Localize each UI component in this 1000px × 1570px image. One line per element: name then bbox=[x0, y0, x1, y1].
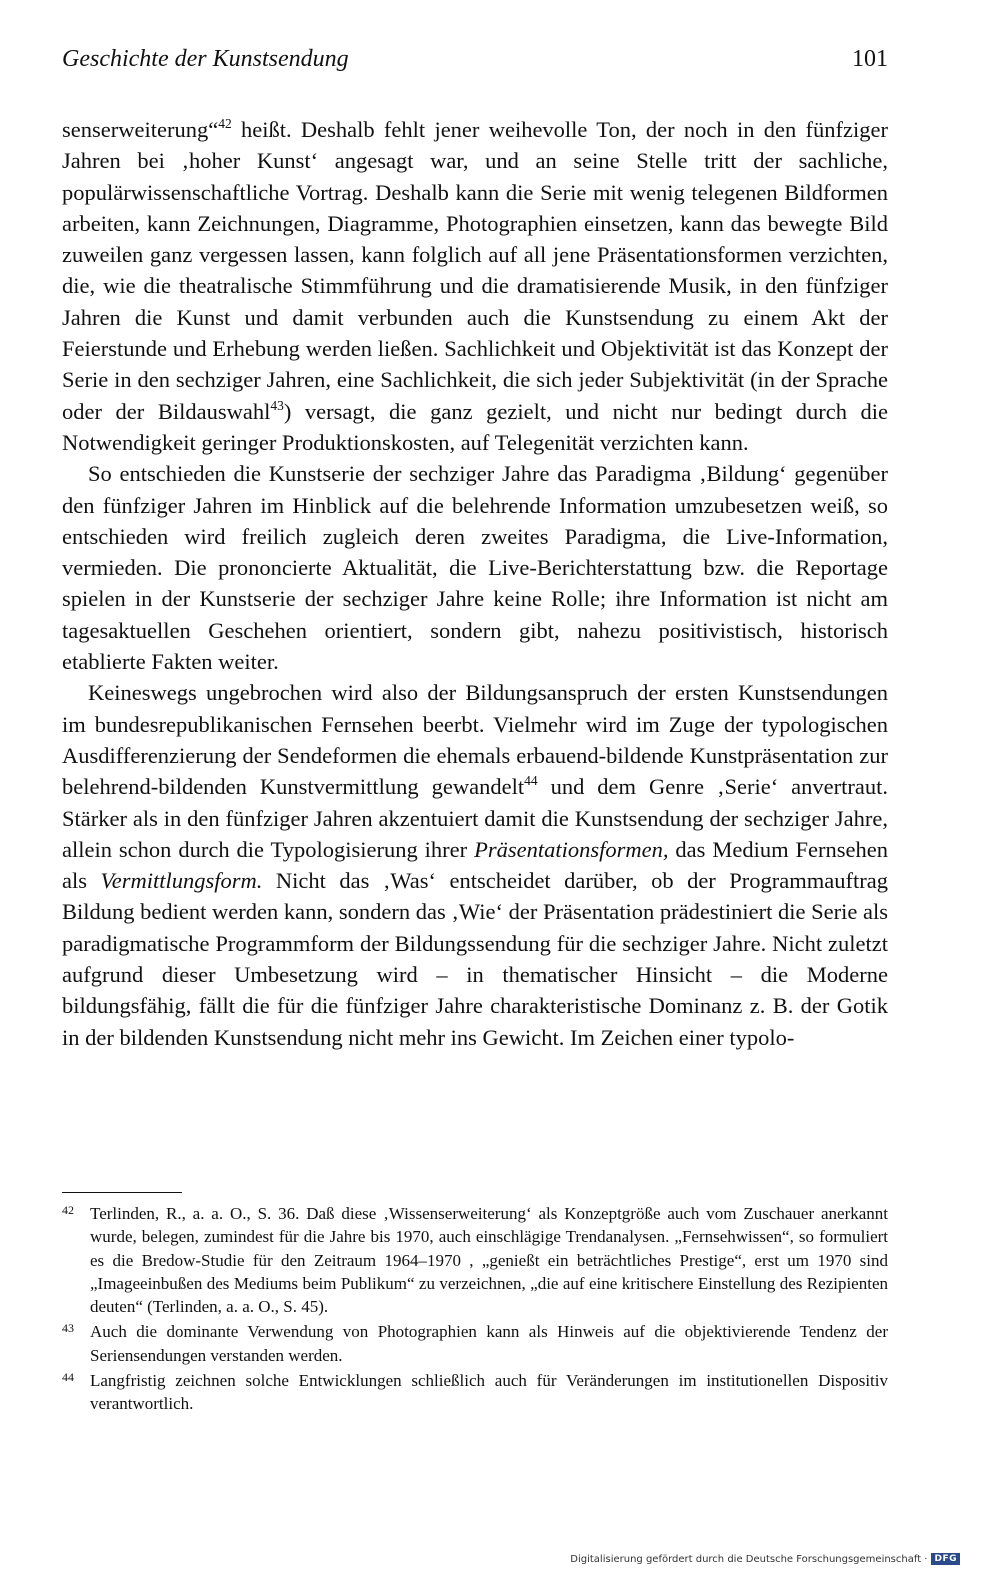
footnote-44 bbox=[62, 1369, 888, 1416]
paragraph-1-text-c: ) versagt, die ganz gezielt, und nicht nur bedingt durch die Notwendigkeit geringer Produktionskosten, auf Telegenität verzichten kann. bbox=[62, 398, 889, 455]
footnote-text: Langfristig zeichnen solche Entwicklungen schließlich auch für Veränderungen im institutionellen Dispositiv verantwortlich. bbox=[90, 1371, 888, 1414]
footnote-ref-44[interactable]: 44 bbox=[524, 773, 538, 789]
emphasis-vermittlungsform: Vermittlungsform. bbox=[100, 868, 263, 894]
footnote-43 bbox=[62, 1320, 888, 1367]
footnote-divider bbox=[62, 1192, 182, 1193]
footnote-mark: 42 bbox=[62, 1203, 74, 1217]
page-number: 101 bbox=[852, 46, 888, 72]
dfg-logo: DFG bbox=[931, 1553, 960, 1565]
paragraph-3 bbox=[62, 677, 888, 1053]
paragraph-2: So entschieden die Kunstserie der sechziger Jahre das Paradigma ‚Bildung‘ gegenüber den fünfziger Jahren im Hinblick auf die belehrende Information umzubesetzen weiß, so entschieden wird freilich zugleich deren zweites Paradigma, die Live-Information, vermieden. Die prononcierte Aktualität, die Live-Berichterstattung bzw. die Reportage spielen in der Kunstserie der sechziger Jahre keine Rolle; ihre Information ist nicht am tagesaktuellen Geschehen orientiert, sondern gibt, nahezu positivistisch, historisch etablierte Fakten weiter. bbox=[62, 461, 888, 675]
credit-text: Digitalisierung gefördert durch die Deutsche Forschungsgemeinschaft · bbox=[570, 1553, 928, 1565]
paragraph-3-text-c: das Medium Fernsehen als bbox=[62, 836, 888, 894]
footnote-text: Auch die dominante Verwendung von Photographien kann als Hinweis auf die objektivierende Tendenz der Seriensendungen verstanden werden. bbox=[90, 1322, 888, 1365]
running-head bbox=[62, 42, 888, 76]
paragraph-3-text-d: Nicht das ‚Was‘ entscheidet darüber, ob der Programmauftrag Bildung bedient werden kann, sondern das ‚Wie‘ der Präsentation prädestiniert die Serie als paradigmatische Programmform der Bildungssendung für die sechziger Jahre. Nicht zuletzt aufgrund dieser Umbesetzung wird – in thematischer Hinsicht – die Moderne bildungsfähig, fällt die für die fünfziger Jahre charakteristische Dominanz z. B. der Gotik in der bildenden Kunstsendung nicht mehr ins Gewicht. Im Zeichen einer typolo- bbox=[62, 868, 888, 1050]
paragraph-3-text-b: und dem Genre ‚Serie‘ anvertraut. Stärker als in den fünfziger Jahren akzentuiert damit die Kunstsendung der sechziger Jahre, allein schon durch die Typologisierung ihrer bbox=[62, 774, 888, 862]
footnote-mark: 44 bbox=[62, 1370, 74, 1385]
body-text bbox=[62, 114, 888, 1053]
footnote-ref-43[interactable]: 43 bbox=[270, 397, 284, 413]
paragraph-1 bbox=[62, 114, 888, 458]
footnote-mark: 43 bbox=[62, 1321, 74, 1336]
paragraph-1-text-a: senserweiterung“ bbox=[62, 117, 219, 142]
footnote-42 bbox=[62, 1202, 888, 1318]
digitization-credit bbox=[570, 1553, 960, 1565]
footnote-ref-42[interactable]: 42 bbox=[218, 116, 232, 132]
running-title: Geschichte der Kunstsendung bbox=[62, 46, 349, 72]
paragraph-1-text-b: heißt. Deshalb fehlt jener weihevolle Ton, der noch in den fünfziger Jahren bei ‚hoher Kunst‘ angesagt war, und an seine Stelle tritt der sachliche, populärwissenschaftliche Vortrag. Deshalb kann die Serie mit wenig telegenen Bildformen arbeiten, kann Zeichnungen, Diagramme, Photographien einsetzen, kann das bewegte Bild zuweilen ganz vergessen lassen, kann folglich auf all jene Präsentationsformen verzichten, die, wie die theatralische Stimmführung und die dramatisierende Musik, in den fünfziger Jahren die Kunst und damit verbunden auch die Kunstsendung zu einem Akt der Feierstunde und Erhebung werden ließen. Sachlichkeit und Objektivität ist das Konzept der Serie in den sechziger Jahren, eine Sachlichkeit, die sich jeder Subjektivität (in der Sprache oder der Bildauswahl bbox=[62, 117, 888, 424]
footnotes bbox=[62, 1202, 888, 1418]
footnote-text: Terlinden, R., a. a. O., S. 36. Daß diese ‚Wissenserweiterung‘ als Konzeptgröße auch vom Zuschauer anerkannt wurde, belegen, zumindest für die Jahre bis 1970, auch einschlägige Trendanalysen. „Fernsehwissen“, so formuliert es die Bredow-Studie für den Zeitraum 1964–1970 , „genießt ein beträchtliches Prestige“, erst um 1970 sind „Imageeinbußen des Mediums beim Publikum“ zu verzeichnen, „die auf eine kritischere Einstellung des Rezipienten deuten“ (Terlinden, a. a. O., S. 45). bbox=[90, 1204, 888, 1317]
paragraph-3-text-a: Keineswegs ungebrochen wird also der Bildungsanspruch der ersten Kunstsendungen im bundesrepublikanischen Fernsehen beerbt. Vielmehr wird im Zuge der typologischen Ausdifferenzierung der Sendeformen die ehemals erbauend-bildende Kunstpräsentation zur belehrend-bildenden Kunstvermittlung gewandelt bbox=[62, 680, 888, 800]
emphasis-praesentationsformen: Präsentationsformen, bbox=[474, 836, 669, 862]
